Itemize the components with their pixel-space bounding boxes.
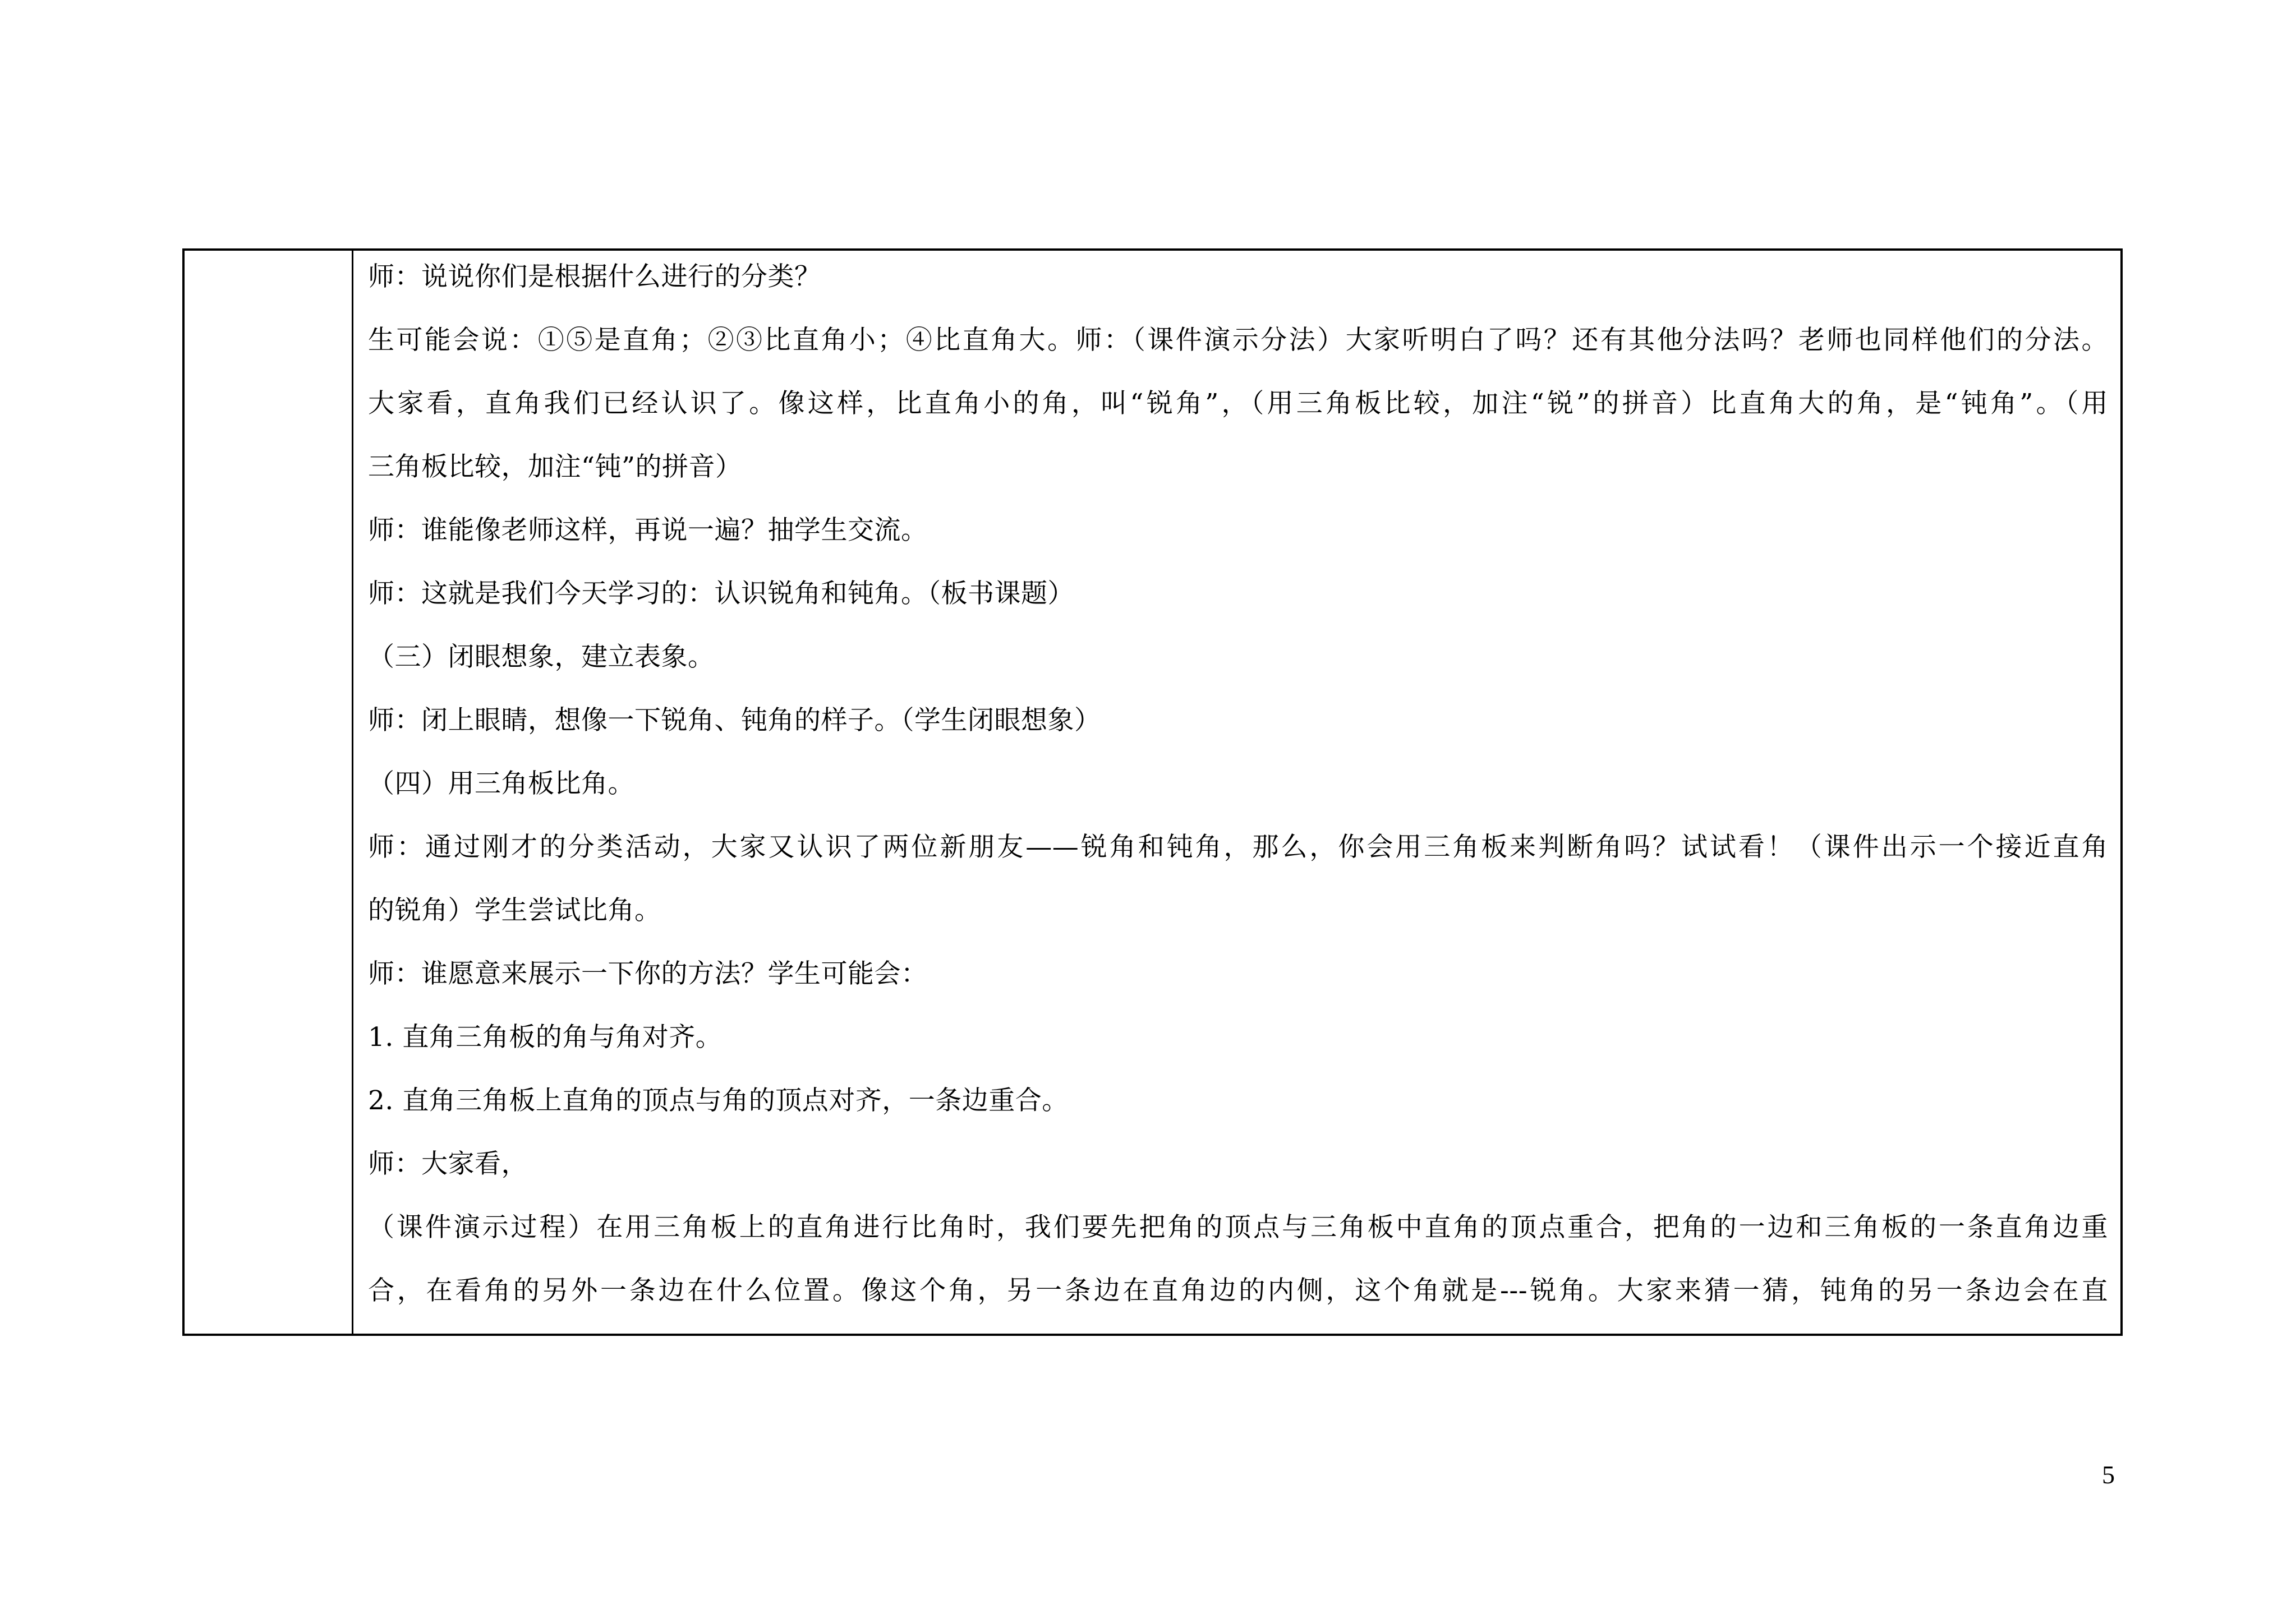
text-line: 生可能会说：①⑤是直角；②③比直角小；④比直角大。师：（课件演示分法）大家听明白了吗？还有其他分法吗？老师也同样他们的分法。 xyxy=(368,325,2108,356)
text-line: 师：通过刚才的分类活动，大家又认识了两位新朋友——锐角和钝角，那么，你会用三角板来判断角吗？试试看！（课件出示一个接近直角 xyxy=(368,832,2108,863)
page-number: 5 xyxy=(2102,1460,2115,1489)
section-heading: （三）闭眼想象，建立表象。 xyxy=(368,642,715,672)
text-line: 师：这就是我们今天学习的：认识锐角和钝角。（板书课题） xyxy=(368,578,1074,609)
table-content-cell xyxy=(353,251,2120,1334)
text-line: 师：大家看， xyxy=(368,1149,528,1179)
numbered-item: 1. 直角三角板的角与角对齐。 xyxy=(368,1022,723,1053)
lesson-table xyxy=(182,248,2123,1336)
text-line: 合，在看角的另外一条边在什么位置。像这个角，另一条边在直角边的内侧，这个角就是---锐角。大家来猜一猜，钝角的另一条边会在直 xyxy=(368,1275,2108,1306)
text-line: 师：闭上眼睛，想像一下锐角、钝角的样子。（学生闭眼想象） xyxy=(368,705,1101,736)
numbered-item: 2. 直角三角板上直角的顶点与角的顶点对齐，一条边重合。 xyxy=(368,1085,1069,1116)
text-line: 大家看，直角我们已经认识了。像这样，比直角小的角，叫“锐角”，（用三角板比较，加注“锐”的拼音）比直角大的角，是“钝角”。（用 xyxy=(368,388,2108,419)
text-line: 师：说说你们是根据什么进行的分类？ xyxy=(368,261,821,292)
table-left-cell xyxy=(185,251,353,1334)
section-heading: （四）用三角板比角。 xyxy=(368,768,634,799)
text-line: 三角板比较，加注“钝”的拼音） xyxy=(368,451,742,482)
text-line: （课件演示过程）在用三角板上的直角进行比角时，我们要先把角的顶点与三角板中直角的顶点重合，把角的一边和三角板的一条直角边重 xyxy=(368,1212,2108,1243)
text-line: 师：谁愿意来展示一下你的方法？学生可能会： xyxy=(368,958,928,989)
text-line: 的锐角）学生尝试比角。 xyxy=(368,895,661,926)
text-line: 师：谁能像老师这样，再说一遍？抽学生交流。 xyxy=(368,515,928,546)
